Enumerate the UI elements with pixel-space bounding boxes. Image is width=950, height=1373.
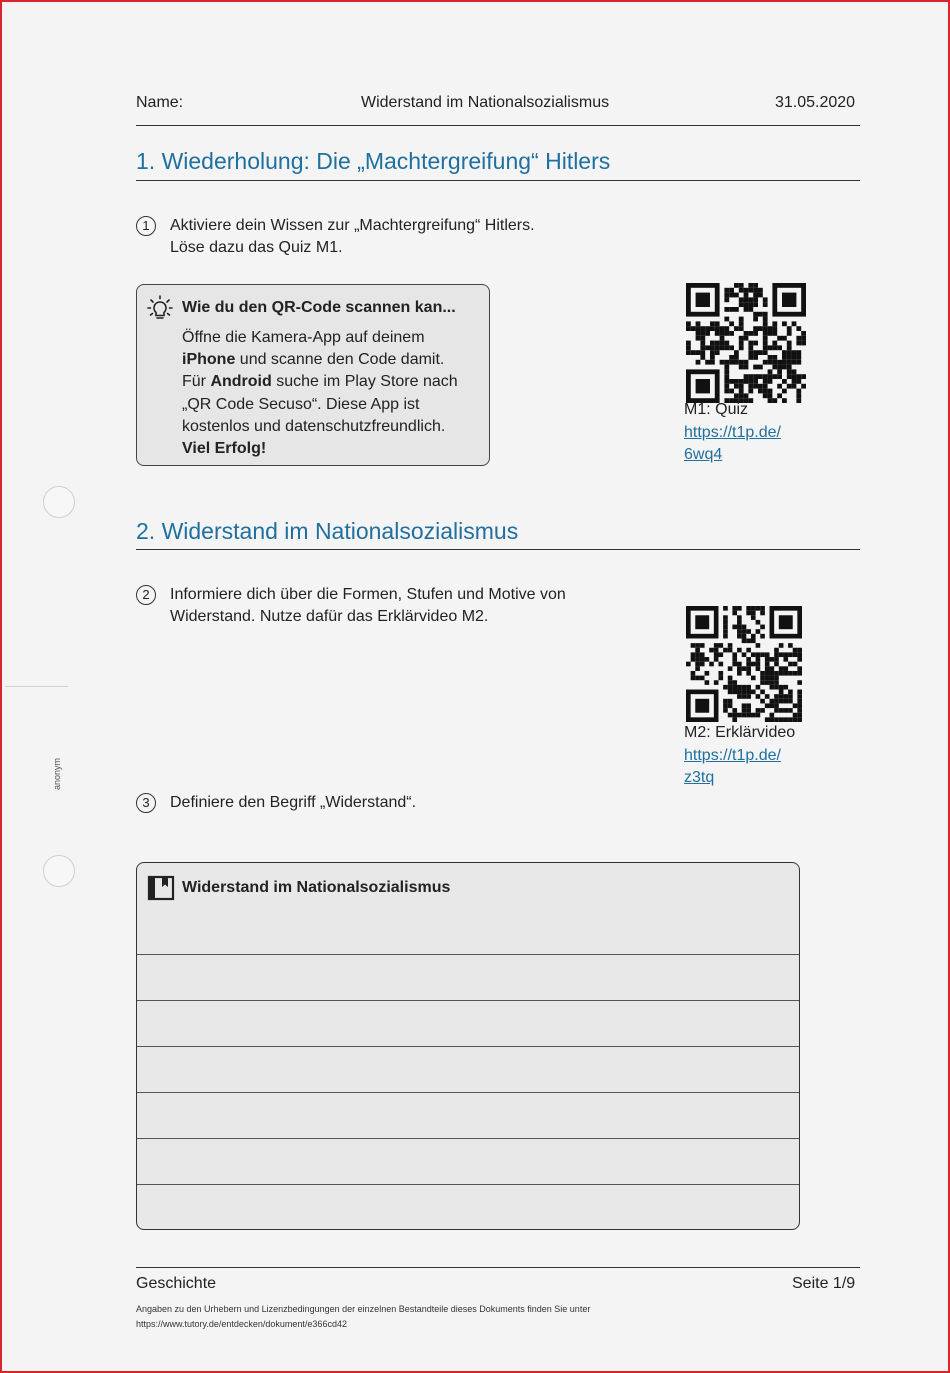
header-rule: [136, 125, 860, 126]
writing-line[interactable]: [137, 1046, 799, 1047]
infobox-title: Wie du den QR-Code scannen kan...: [182, 299, 456, 316]
document-title: Widerstand im Nationalsozialismus: [361, 94, 610, 111]
qr-code-m2[interactable]: [686, 606, 802, 722]
footer-page-number: Seite 1/9: [792, 1275, 856, 1292]
writing-line[interactable]: [137, 1184, 799, 1185]
qr-info-box: [136, 284, 490, 466]
task3-number: 3: [136, 793, 156, 813]
task1-line1: Aktiviere dein Wissen zur „Machtergreifung“ Hitlers.: [170, 217, 535, 234]
bookmark-icon: [147, 873, 175, 906]
task2-line1: Informiere dich über die Formen, Stufen und Motive von: [170, 586, 566, 603]
infobox-line: Viel Erfolg!: [182, 440, 267, 458]
task3-text: Definiere den Begriff „Widerstand“.: [170, 794, 417, 811]
infobox-line: „QR Code Secuso“. Diese App ist: [182, 395, 420, 413]
section2-heading: 2. Widerstand im Nationalsozialismus: [136, 518, 519, 544]
qr-m2-link-part2[interactable]: z3tq: [684, 769, 715, 786]
qr-m1-caption: [684, 399, 781, 467]
qr-m1-label: M1: Quiz: [684, 401, 749, 418]
android-text: Android: [210, 373, 272, 391]
name-label: Name:: [136, 94, 184, 111]
writing-line[interactable]: [137, 1000, 799, 1001]
infobox-line: [182, 371, 487, 393]
side-label: anonym: [52, 757, 62, 790]
qr-m1-link-part2[interactable]: 6wq4: [684, 446, 723, 463]
qr-code-m1[interactable]: [686, 283, 806, 403]
writing-line[interactable]: [137, 1092, 799, 1093]
footer-credits: Angaben zu den Urhebern und Lizenzbedingungen der einzelnen Bestandteile dieses Dokuments finden Sie unter: [136, 1304, 591, 1314]
iphone-text: iPhone: [182, 351, 236, 369]
infobox-line: kostenlos und datenschutzfreundlich.: [182, 417, 446, 435]
document-date: 31.05.2020: [775, 94, 856, 111]
infobox-text: suche im Play Store nach: [271, 373, 458, 391]
task2-text: [170, 584, 566, 628]
qr-m2-link-part1[interactable]: https://t1p.de/: [684, 746, 781, 764]
infobox-body: [182, 327, 487, 460]
writing-line[interactable]: [137, 954, 799, 955]
section1-rule: [136, 180, 860, 181]
infobox-text: und scanne den Code damit.: [235, 351, 445, 369]
infobox-line: [182, 349, 487, 371]
footer-subject: Geschichte: [136, 1275, 217, 1292]
qr-m2-caption: [684, 722, 795, 790]
lightbulb-icon: [147, 295, 173, 328]
section2-rule: [136, 549, 860, 550]
task1-text: [170, 215, 535, 259]
task1-number: 1: [136, 216, 156, 236]
infobox-text: Für: [182, 373, 211, 391]
punch-hole: [43, 855, 75, 887]
qr-m1-link-part1[interactable]: https://t1p.de/: [684, 423, 781, 441]
task2-number: 2: [136, 585, 156, 605]
writing-line[interactable]: [137, 1138, 799, 1139]
definition-box[interactable]: [136, 862, 800, 1230]
task1-line2: Löse dazu das Quiz M1.: [170, 239, 343, 256]
qr-m2-label: M2: Erklärvideo: [684, 724, 796, 741]
fold-mark: [5, 686, 68, 687]
definition-box-title: Widerstand im Nationalsozialismus: [182, 879, 451, 896]
task2-line2: Widerstand. Nutze dafür das Erklärvideo M2.: [170, 608, 489, 625]
footer-rule: [136, 1267, 860, 1268]
section1-heading: 1. Wiederholung: Die „Machtergreifung“ Hitlers: [136, 148, 611, 174]
infobox-line: Öffne die Kamera-App auf deinem: [182, 329, 425, 346]
footer-credits-url: https://www.tutory.de/entdecken/dokument/e366cd42: [136, 1319, 347, 1329]
punch-hole: [43, 486, 75, 518]
